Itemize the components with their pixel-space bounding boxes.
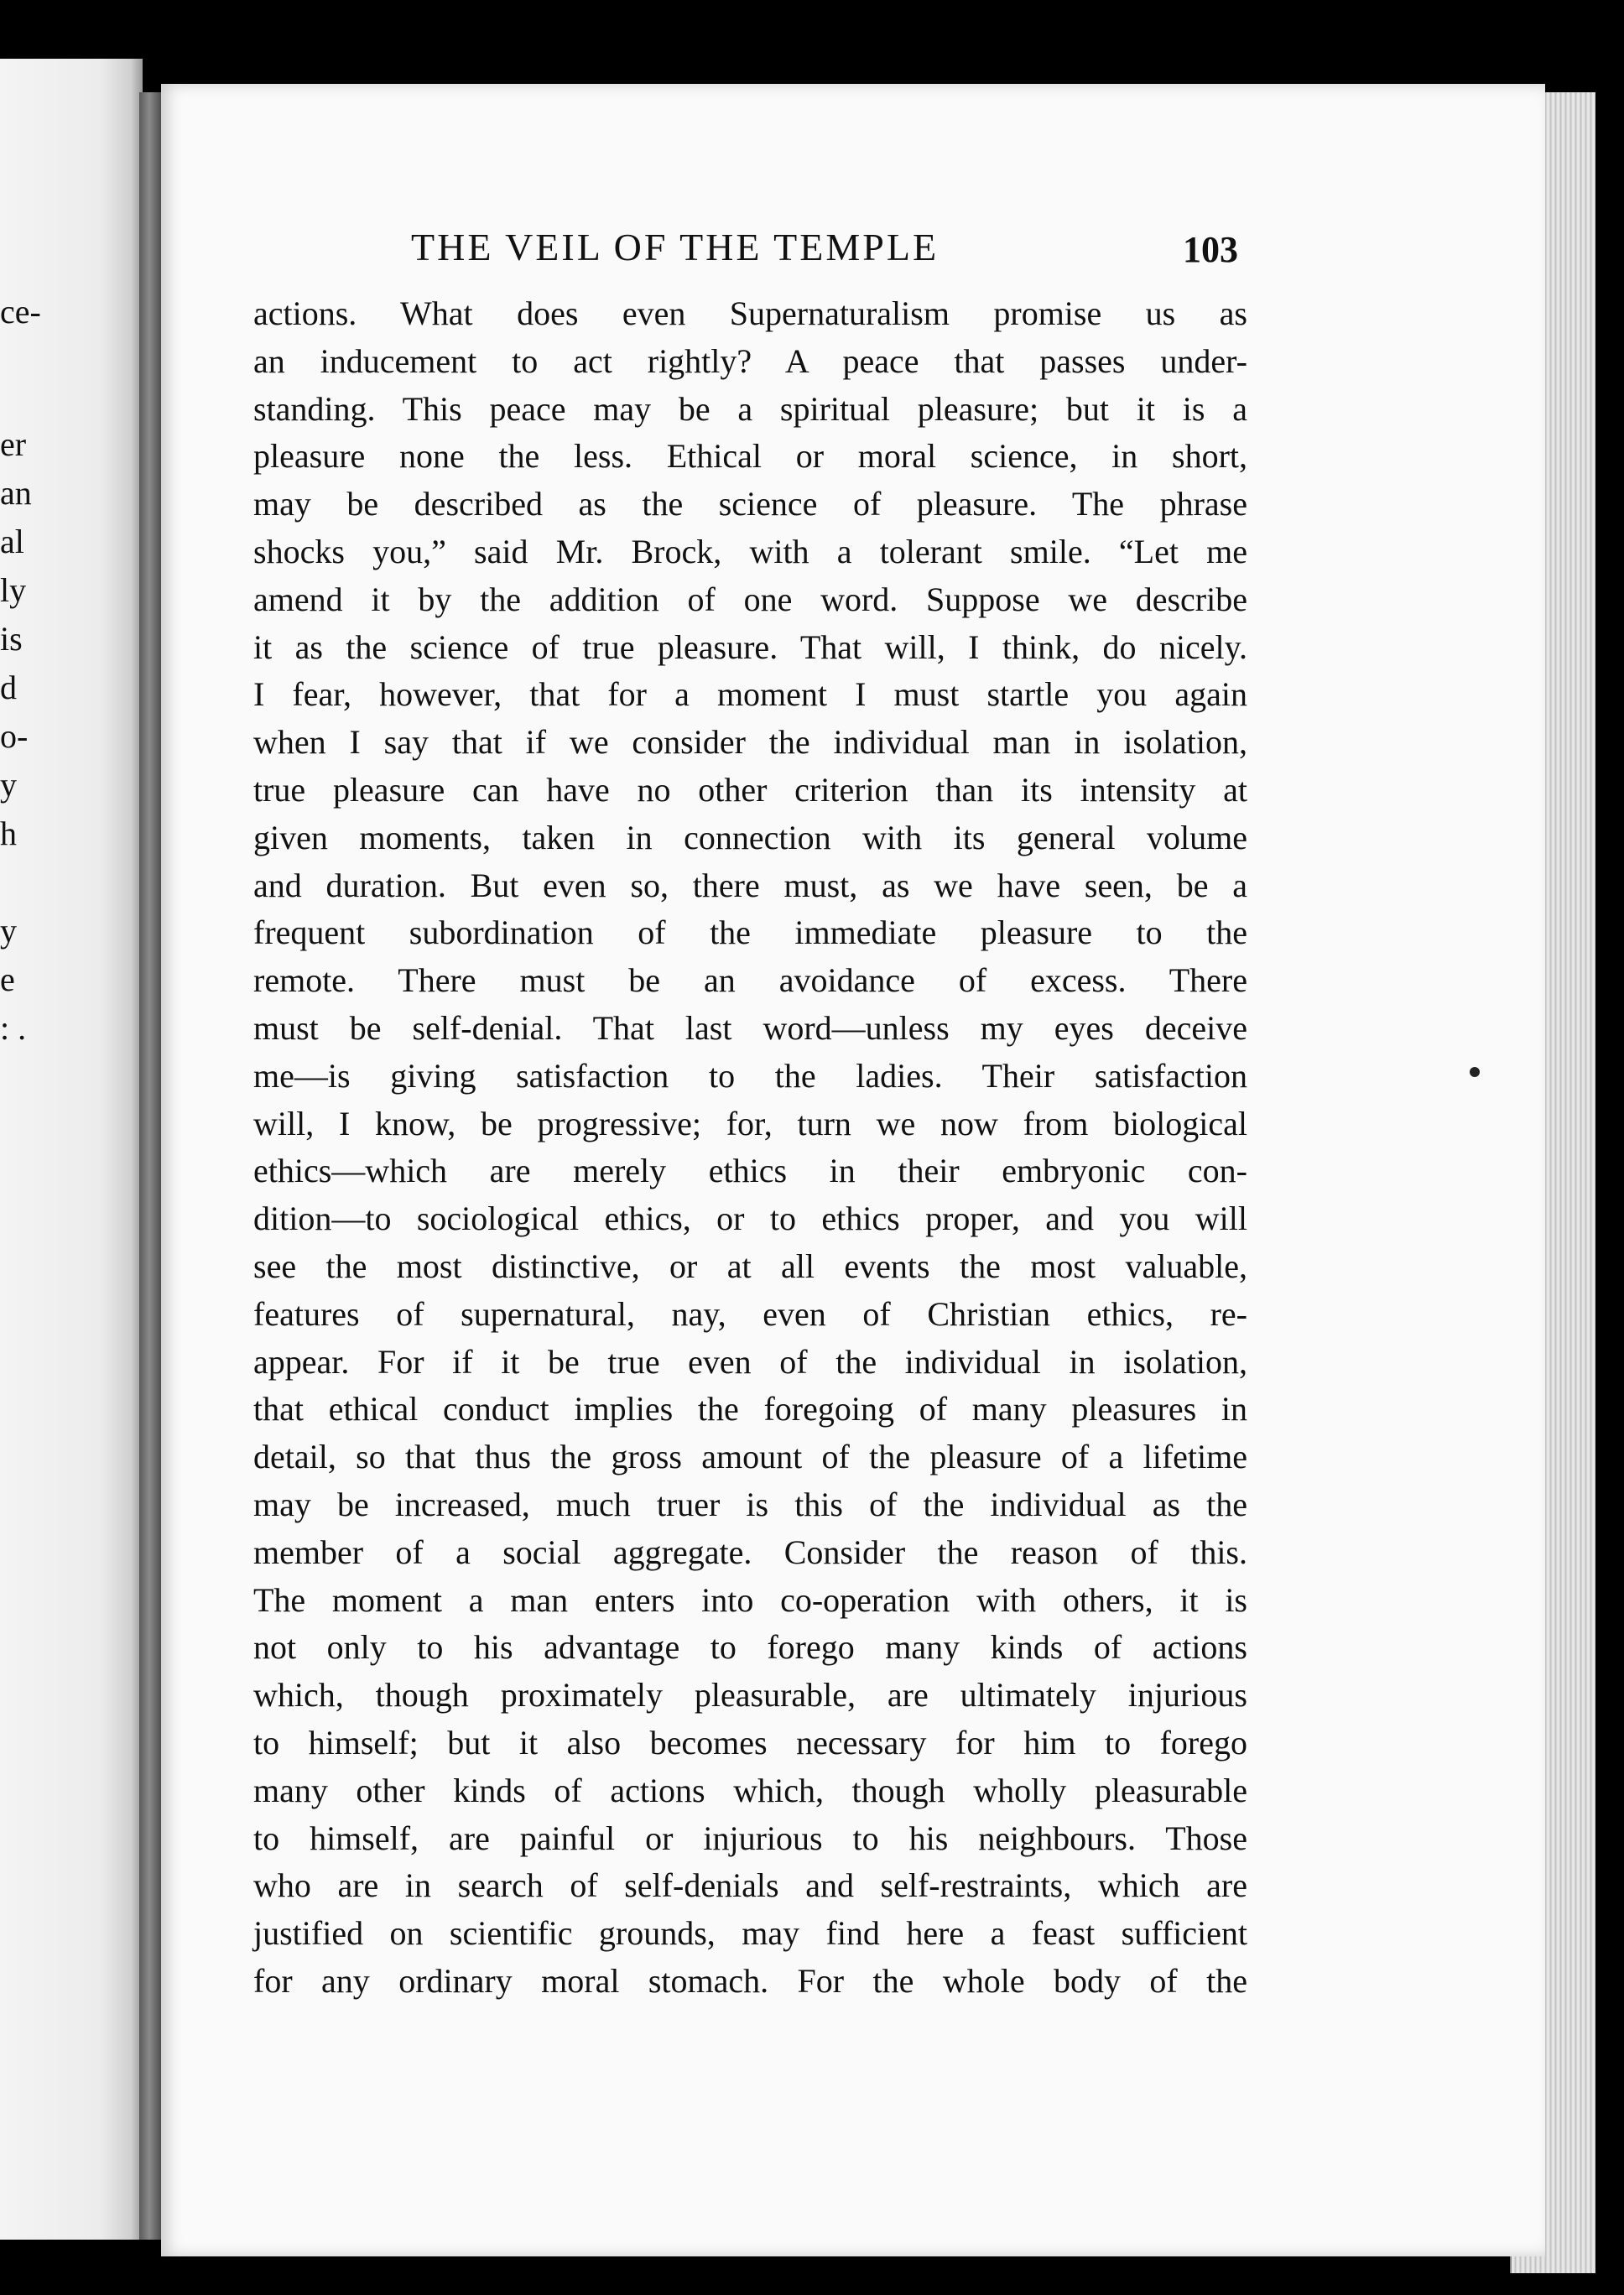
- text-line: shocks you,” said Mr. Brock, with a tolerant smile. “Let me: [253, 532, 1247, 570]
- running-head: THE VEIL OF THE TEMPLE: [411, 226, 940, 268]
- left-page-fragment: al: [0, 523, 24, 560]
- text-line: may be increased, much truer is this of the individual as the: [253, 1485, 1247, 1523]
- text-line: member of a social aggregate. Consider the reason of this.: [253, 1533, 1247, 1571]
- text-line: see the most distinctive, or at all events the most valuable,: [253, 1246, 1247, 1285]
- body-text: [253, 290, 1247, 2006]
- left-page-fragment: h: [0, 814, 17, 852]
- text-line: frequent subordination of the immediate pleasure to the: [253, 913, 1247, 952]
- text-line: must be self-denial. That last word—unless my eyes deceive: [253, 1008, 1247, 1047]
- dust-speck: [1470, 1067, 1480, 1077]
- text-line: I fear, however, that for a moment I must startle you again: [253, 675, 1247, 714]
- text-line: and duration. But even so, there must, as we have seen, be a: [253, 866, 1247, 904]
- left-page-fragment: y: [0, 766, 17, 804]
- text-line: detail, so that thus the gross amount of the pleasure of a lifetime: [253, 1438, 1247, 1476]
- left-page-fragment: ly: [0, 571, 27, 609]
- text-line: justified on scientific grounds, may find here a feast sufficient: [253, 1914, 1247, 1953]
- text-line: amend it by the addition of one word. Suppose we describe: [253, 580, 1247, 618]
- text-line: features of supernatural, nay, even of Christian ethics, re-: [253, 1294, 1247, 1333]
- text-line: The moment a man enters into co-operation with others, it is: [253, 1580, 1247, 1619]
- text-line: actions. What does even Supernaturalism promise us as: [253, 294, 1247, 332]
- text-line: will, I know, be progressive; for, turn we now from biological: [253, 1104, 1247, 1142]
- text-line: for any ordinary moral stomach. For the whole body of the: [253, 1961, 1247, 2000]
- left-facing-page: [0, 59, 143, 2240]
- text-line: remote. There must be an avoidance of excess. There: [253, 961, 1247, 1000]
- text-line: an inducement to act rightly? A peace that passes under-: [253, 341, 1247, 380]
- page-number: 103: [1183, 229, 1238, 270]
- text-line: given moments, taken in connection with its general volume: [253, 818, 1247, 856]
- text-line: dition—to sociological ethics, or to ethics proper, and you will: [253, 1200, 1247, 1238]
- text-line: who are in search of self-denials and self-restraints, which are: [253, 1866, 1247, 1905]
- text-line: it as the science of true pleasure. That will, I think, do nicely.: [253, 627, 1247, 666]
- text-line: many other kinds of actions which, though wholly pleasurable: [253, 1771, 1247, 1809]
- left-page-fragment: is: [0, 620, 23, 658]
- left-page-fragment: : .: [0, 1009, 27, 1047]
- text-line: to himself; but it also becomes necessary for him to forego: [253, 1723, 1247, 1762]
- text-line: pleasure none the less. Ethical or moral science, in short,: [253, 437, 1247, 476]
- text-line: which, though proximately pleasurable, are ultimately injurious: [253, 1676, 1247, 1715]
- text-line: appear. For if it be true even of the individual in isolation,: [253, 1342, 1247, 1381]
- left-page-fragment: an: [0, 474, 32, 512]
- left-page-fragment: y: [0, 912, 17, 950]
- text-line: may be described as the science of pleasure. The phrase: [253, 485, 1247, 523]
- left-page-fragment: o-: [0, 717, 29, 755]
- left-page-fragment: e: [0, 960, 15, 998]
- text-line: not only to his advantage to forego many kinds of actions: [253, 1628, 1247, 1667]
- text-line: when I say that if we consider the individual man in isolation,: [253, 723, 1247, 762]
- text-line: me—is giving satisfaction to the ladies. Their satisfaction: [253, 1056, 1247, 1095]
- text-line: that ethical conduct implies the foregoing of many pleasures in: [253, 1390, 1247, 1429]
- left-page-fragment: er: [0, 425, 27, 463]
- text-line: ethics—which are merely ethics in their embryonic con-: [253, 1152, 1247, 1190]
- left-page-fragment: ce-: [0, 293, 41, 330]
- text-line: true pleasure can have no other criterion than its intensity at: [253, 770, 1247, 809]
- text-line: to himself, are painful or injurious to his neighbours. Those: [253, 1819, 1247, 1857]
- text-line: standing. This peace may be a spiritual pleasure; but it is a: [253, 389, 1247, 428]
- left-page-fragment: d: [0, 669, 17, 706]
